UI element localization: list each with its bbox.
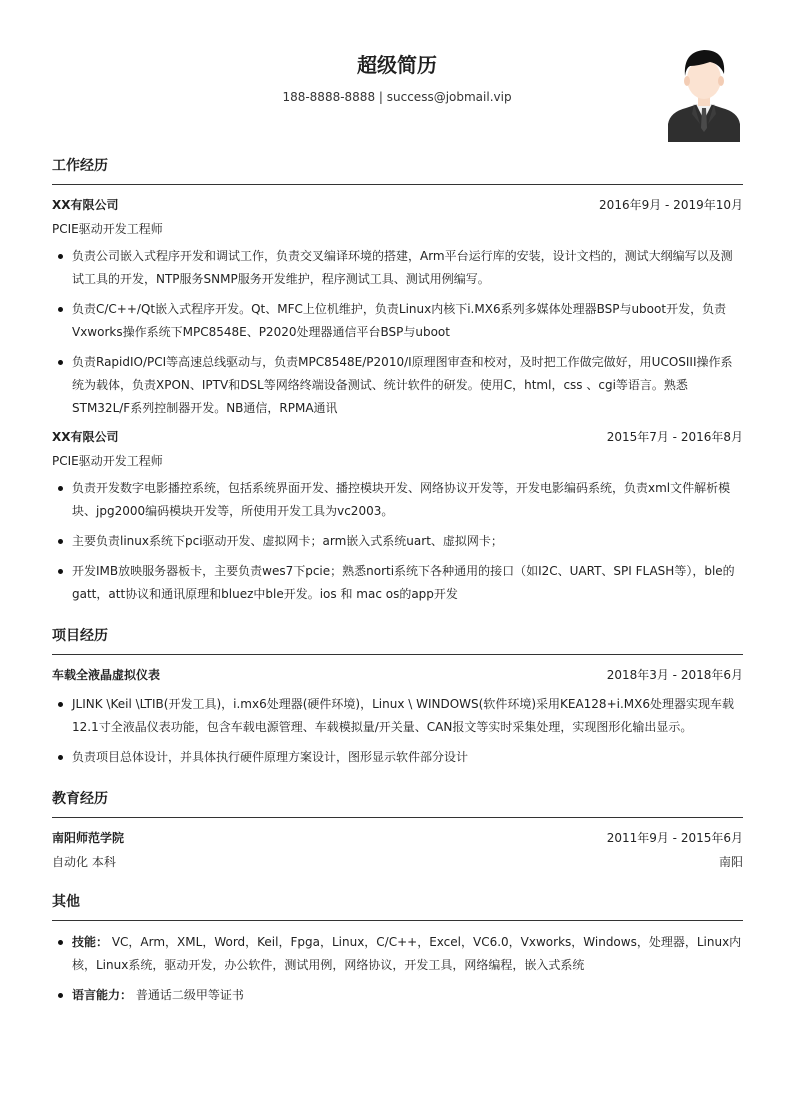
- company-name: XX有限公司: [52, 430, 119, 444]
- bullet-item: 主要负责linux系统下pci驱动开发、虚拟网卡；arm嵌入式系统uart、虚拟网卡；: [72, 530, 743, 553]
- resume-header: [0, 0, 794, 150]
- skills-text: VC，Arm，XML，Word，Keil，Fpga，Linux，C/C++，Excel，VC6.0，Vxworks，Windows，处理器，Linux内核，Linux系统，驱动开发，办公软件，测试用例，网络协议，开发工具，网络编程，嵌入式系统: [72, 935, 742, 972]
- skills-label: 技能：: [72, 935, 109, 949]
- education-section: [52, 783, 743, 872]
- other-bullets: [52, 931, 743, 1007]
- bullet-item: JLINK \Keil \LTIB(开发工具)，i.mx6处理器(硬件环境)，Linux \ WINDOWS(软件环境)采用KEA128+i.MX6处理器实现车载12.1寸全液晶仪表功能，包含车载电源管理、车载模拟量/开关量、CAN报文等实时采集处理，实现图形化输出显示。: [72, 693, 743, 739]
- candidate-name: 超级简历: [357, 53, 437, 77]
- work-role-row: [52, 451, 743, 471]
- project-name: 车载全液晶虚拟仪表: [52, 668, 161, 682]
- bullet-item: 负责开发数字电影播控系统，包括系统界面开发、播控模块开发、网络协议开发等，开发电影编码系统，负责xml文件解析模块、jpg2000编码模块开发等，所使用开发工具为vc2003。: [72, 477, 743, 523]
- work-entry-header: [52, 195, 743, 215]
- other-section: [52, 886, 743, 1007]
- section-title-project: 项目经历: [52, 620, 743, 655]
- section-title-education: 教育经历: [52, 783, 743, 818]
- bullet-item: 负责RapidIO/PCI等高速总线驱动与，负责MPC8548E/P2010/I原理图审查和校对，及时把工作做完做好，用UCOSIII操作系统为载体，负责XPON、IPTV和DSL等网络终端设备测试、统计软件的研发。使用C，html，css 、cgi等语言。熟悉STM32L/F系列控制器开发。NB通信，RPMA通讯: [72, 351, 743, 420]
- work-date: 2016年9月 - 2019年10月: [599, 198, 743, 212]
- work-date: 2015年7月 - 2016年8月: [606, 430, 743, 444]
- resume-body: [52, 150, 743, 1021]
- project-entry-header: [52, 665, 743, 685]
- education-detail-row: [52, 852, 743, 872]
- section-title-other: 其他: [52, 886, 743, 921]
- job-title: PCIE驱动开发工程师: [52, 454, 163, 468]
- bullet-item: 负责C/C++/Qt嵌入式程序开发。Qt、MFC上位机维护，负责Linux内核下i.MX6系列多媒体处理器BSP与uboot开发，负责Vxworks操作系统下MPC8548E、P2020处理器通信平台BSP与uboot: [72, 298, 743, 344]
- education-date: 2011年9月 - 2015年6月: [606, 831, 743, 845]
- work-entry: [52, 427, 743, 606]
- company-name: XX有限公司: [52, 198, 119, 212]
- language-label: 语言能力：: [72, 988, 133, 1002]
- school-name: 南阳师范学院: [52, 831, 125, 845]
- person-avatar-icon: [664, 44, 744, 142]
- language-text: 普通话二级甲等证书: [135, 988, 244, 1002]
- bullet-item: 负责项目总体设计，并具体执行硬件原理方案设计，图形显示软件部分设计: [72, 746, 743, 769]
- project-entry: [52, 665, 743, 769]
- work-experience-section: [52, 150, 743, 606]
- project-bullets: [52, 693, 743, 769]
- section-title-work: 工作经历: [52, 150, 743, 185]
- bullet-item: 开发IMB放映服务器板卡，主要负责wes7下pcie；熟悉norti系统下各种通用的接口（如I2C、UART、SPI FLASH等），ble的gatt，att协议和通讯原理和bluez中ble开发。ios 和 mac os的app开发: [72, 560, 743, 606]
- school-location: 南阳: [718, 855, 743, 869]
- bullet-item: 负责公司嵌入式程序开发和调试工作，负责交叉编译环境的搭建，Arm平台运行库的安装，设计文档的，测试大纲编写以及测试工具的开发，NTP服务SNMP服务开发维护，程序测试工具、测试用例编写。: [72, 245, 743, 291]
- skills-item: [72, 931, 743, 977]
- contact-info: 188-8888-8888 | success@jobmail.vip: [282, 90, 512, 104]
- job-title: PCIE驱动开发工程师: [52, 222, 163, 236]
- work-entry: [52, 195, 743, 420]
- work-bullets: [52, 477, 743, 606]
- work-role-row: [52, 219, 743, 239]
- language-item: [72, 984, 743, 1007]
- project-experience-section: [52, 620, 743, 769]
- work-bullets: [52, 245, 743, 420]
- education-header: [52, 828, 743, 848]
- work-entry-header: [52, 427, 743, 447]
- major-degree: 自动化 本科: [52, 855, 116, 869]
- project-date: 2018年3月 - 2018年6月: [606, 668, 743, 682]
